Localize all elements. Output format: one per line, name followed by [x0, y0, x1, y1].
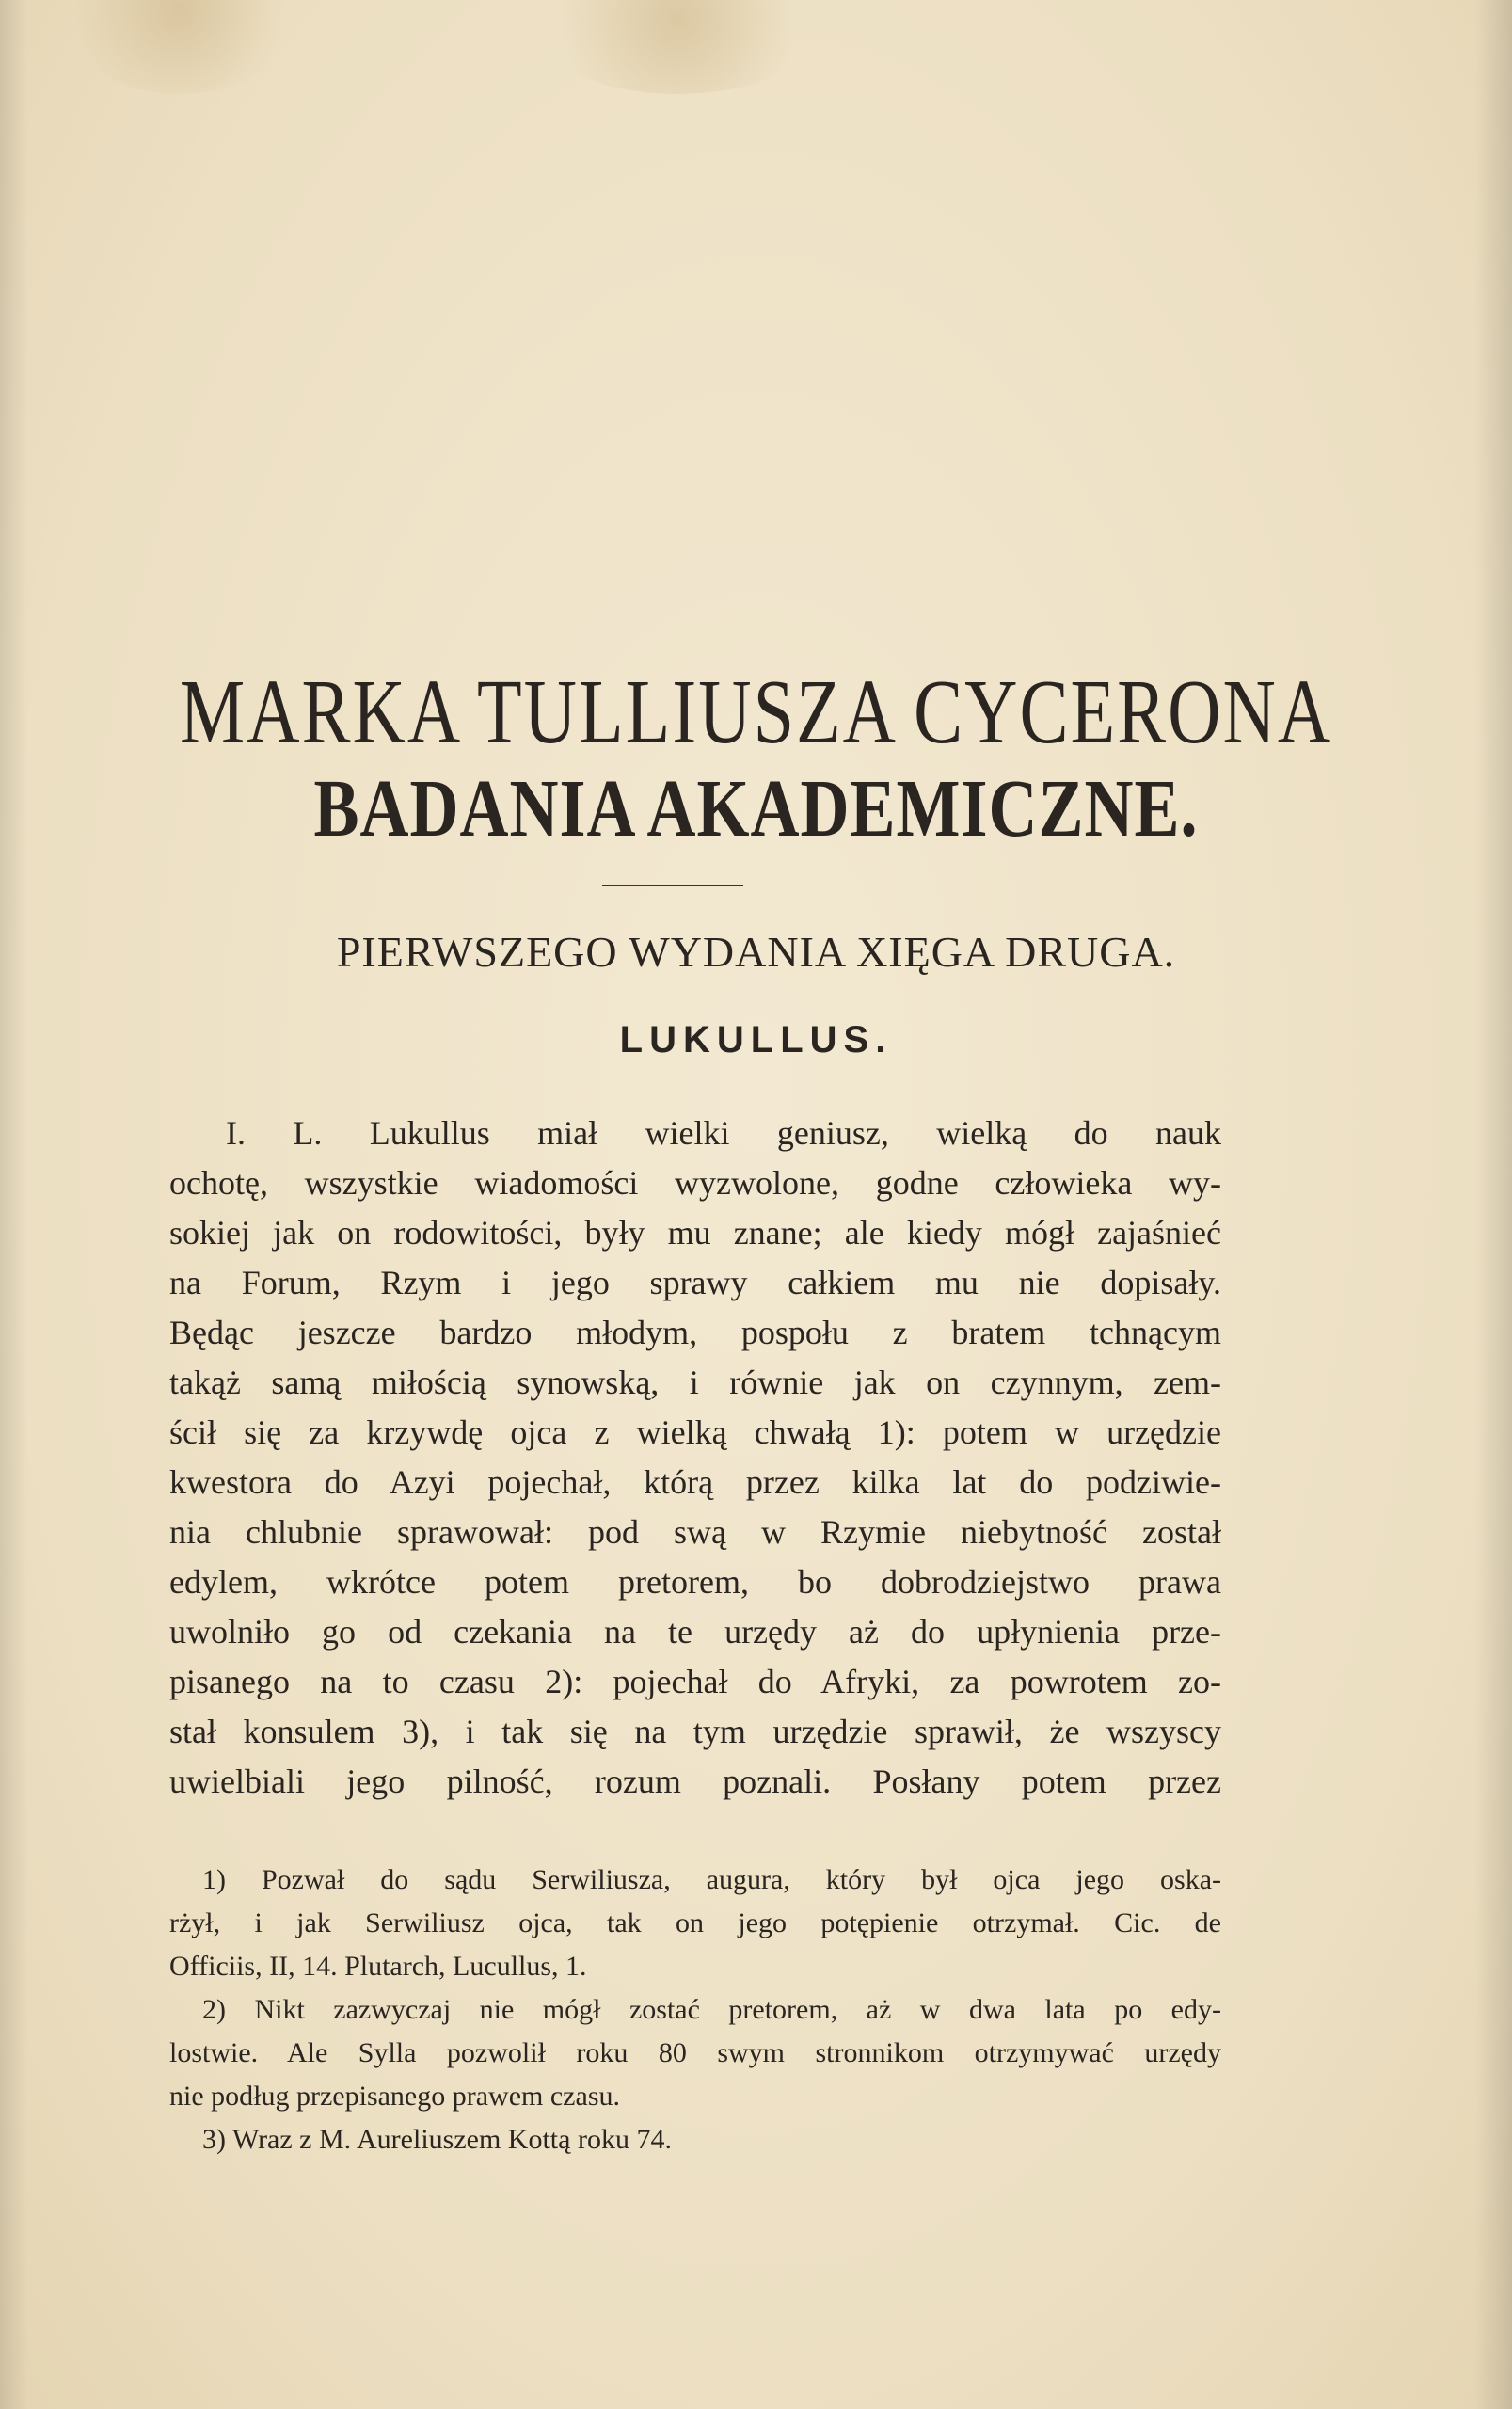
footnote-line: nie podług przepisanego prawem czasu. — [169, 2081, 620, 2112]
footnote-line: 2) Nikt zazwyczaj nie mógł zostać pretorem, aż w dwa lata po edy- — [202, 1994, 1221, 2025]
title-divider — [602, 885, 743, 886]
footnotes — [169, 1859, 1221, 2162]
body-line: ochotę, wszystkie wiadomości wyzwolone, godne człowieka wy- — [169, 1164, 1221, 1202]
body-line: nia chlubnie sprawował: pod swą w Rzymie niebytność został — [169, 1513, 1221, 1551]
body-line: na Forum, Rzym i jego sprawy całkiem mu nie dopisały. — [169, 1264, 1221, 1301]
body-line: uwolniło go od czekania na te urzędy aż do upłynienia prze- — [169, 1613, 1221, 1651]
body-line: ścił się za krzywdę ojca z wielką chwałą 1): potem w urzędzie — [169, 1413, 1221, 1451]
footnote-line: 1) Pozwał do sądu Serwiliusza, augura, który był ojca jego oska- — [202, 1864, 1221, 1895]
footnote-line: lostwie. Ale Sylla pozwolił roku 80 swym stronnikom otrzymywać urzędy — [169, 2037, 1221, 2068]
title-main: MARKA TULLIUSZA CYCERONA — [179, 660, 1333, 762]
paper-stain — [56, 0, 301, 94]
title-sub: BADANIA AKADEMICZNE. — [313, 763, 1199, 854]
body-line: kwestora do Azyi pojechał, którą przez kilka lat do podziwie- — [169, 1463, 1221, 1501]
chapter-heading: LUKULLUS. — [619, 1019, 893, 1061]
gutter-shadow — [1474, 0, 1512, 2409]
footnote-line: Officiis, II, 14. Plutarch, Lucullus, 1. — [169, 1951, 587, 1982]
body-line: Będąc jeszcze bardzo młodym, pospołu z bratem tchnącym — [169, 1314, 1221, 1351]
body-line: takąż samą miłością synowską, i równie jak on czynnym, zem- — [169, 1364, 1221, 1401]
body-line: edylem, wkrótce potem pretorem, bo dobrodziejstwo prawa — [169, 1563, 1221, 1601]
body-line: uwielbiali jego pilność, rozum poznali. Posłany potem przez — [169, 1763, 1221, 1800]
body-line: stał konsulem 3), i tak się na tym urzędzie sprawił, że wszyscy — [169, 1713, 1221, 1750]
book-heading: PIERWSZEGO WYDANIA XIĘGA DRUGA. — [336, 928, 1176, 976]
body-text — [169, 1109, 1221, 1807]
footnote-line: 3) Wraz z M. Aureliuszem Kottą roku 74. — [202, 2124, 672, 2155]
page-edge-shadow — [0, 0, 28, 2409]
body-line: I. L. Lukullus miał wielki geniusz, wielką do nauk — [226, 1114, 1221, 1152]
body-line: pisanego na to czasu 2): pojechał do Afryki, za powrotem zo- — [169, 1663, 1221, 1700]
body-line: sokiej jak on rodowitości, były mu znane; ale kiedy mógł zajaśnieć — [169, 1214, 1221, 1252]
paper-stain — [527, 0, 828, 94]
footnote-line: rżył, i jak Serwiliusz ojca, tak on jego potępienie otrzymał. Cic. de — [169, 1907, 1221, 1938]
